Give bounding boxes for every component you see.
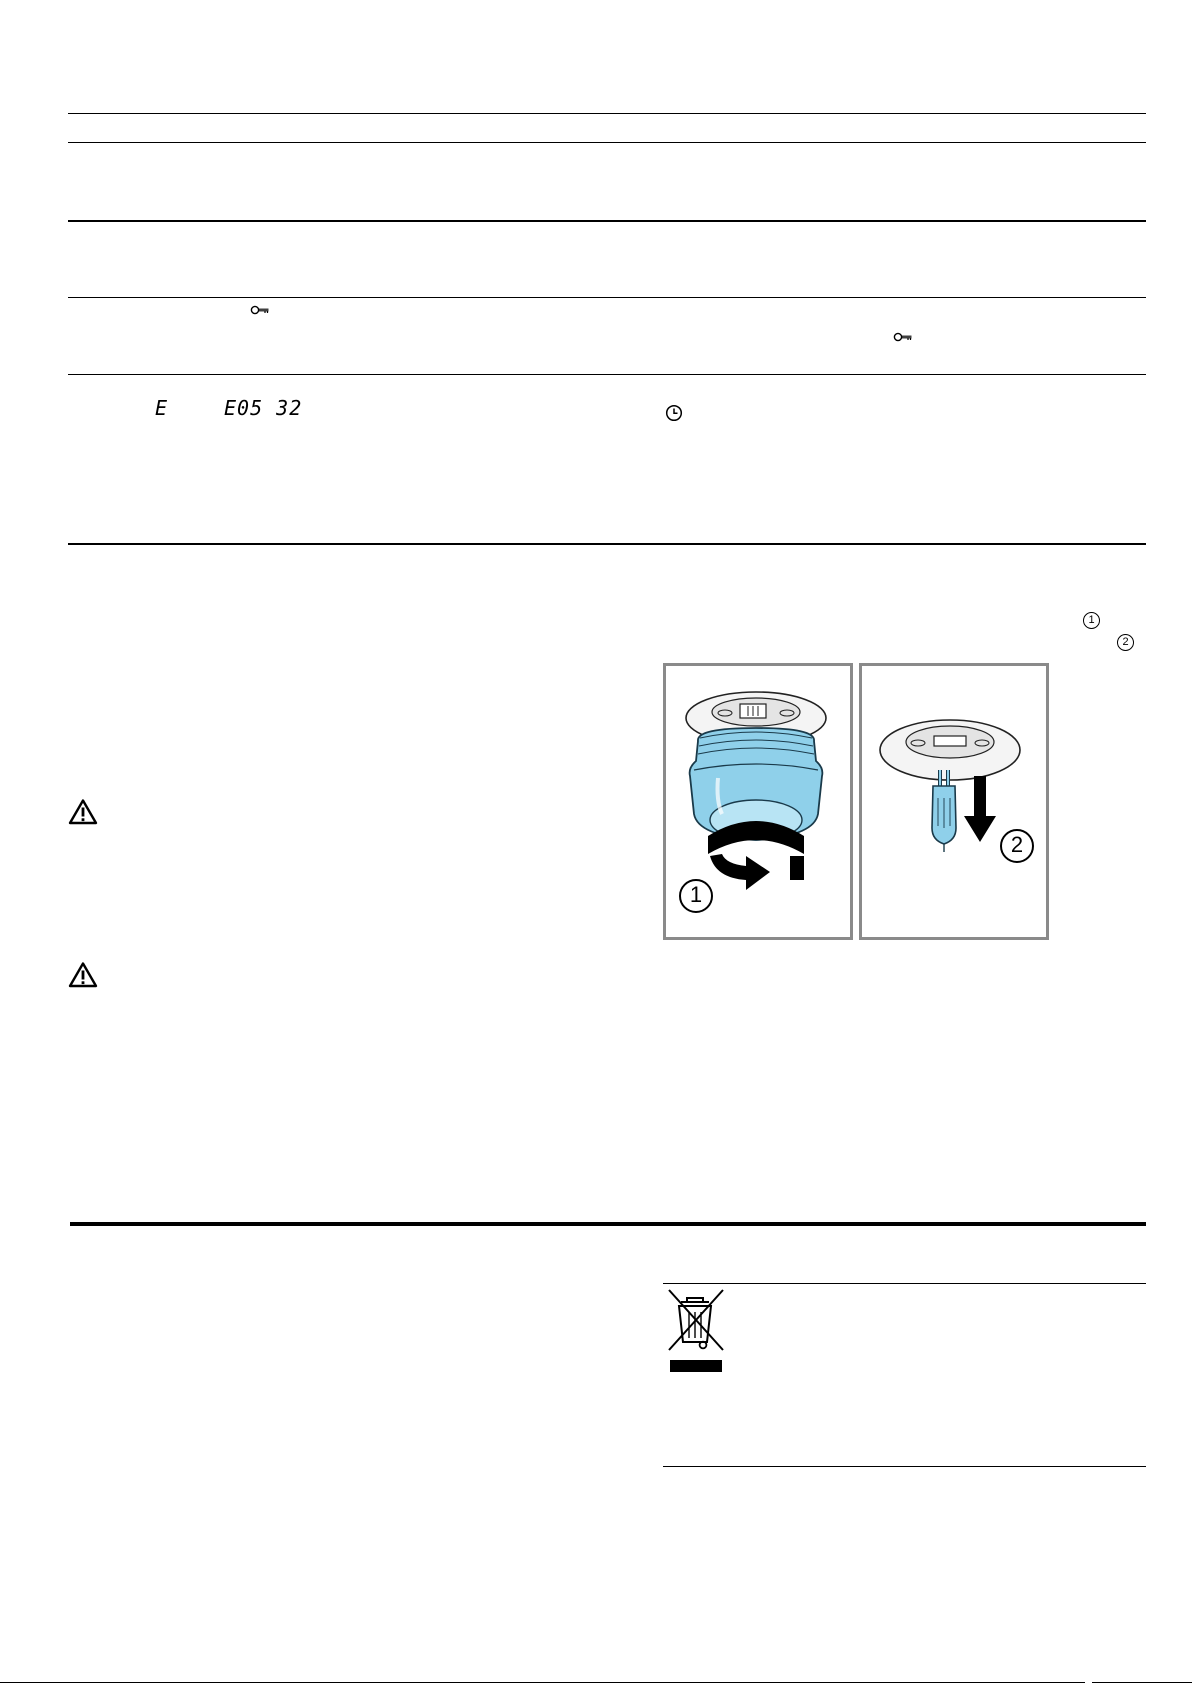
halogen-bulb-illustration [862, 666, 1046, 937]
error-code-short: E [155, 396, 169, 420]
table-rule-bottom [68, 543, 1146, 545]
table-rule-top [68, 113, 1146, 114]
warning-triangle-icon [68, 798, 98, 825]
section-divider [70, 1222, 1146, 1226]
key-icon [250, 304, 270, 316]
figure-step-label-1: 1 [689, 882, 703, 907]
disposal-rule-top [663, 1283, 1146, 1284]
error-code-display: E05 32 [224, 396, 303, 420]
table-rule-row2 [68, 297, 1146, 298]
callout-number-2: 2 [1117, 634, 1134, 651]
footer-rule [0, 1682, 1085, 1683]
clock-icon [665, 404, 683, 422]
disposal-rule-bottom [663, 1466, 1146, 1467]
crossed-out-wheelie-bin-icon [665, 1286, 727, 1374]
table-rule-row3 [68, 374, 1146, 375]
table-rule-row1 [68, 220, 1146, 222]
figure-step-1-panel [663, 663, 853, 940]
warning-triangle-icon [68, 961, 98, 988]
footer-rule-end [1092, 1682, 1192, 1683]
key-icon [893, 331, 913, 343]
callout-number-1: 1 [1083, 612, 1100, 629]
table-rule-header [68, 142, 1146, 143]
figure-step-2-panel [859, 663, 1049, 940]
figure-step-label-2: 2 [1010, 832, 1024, 857]
